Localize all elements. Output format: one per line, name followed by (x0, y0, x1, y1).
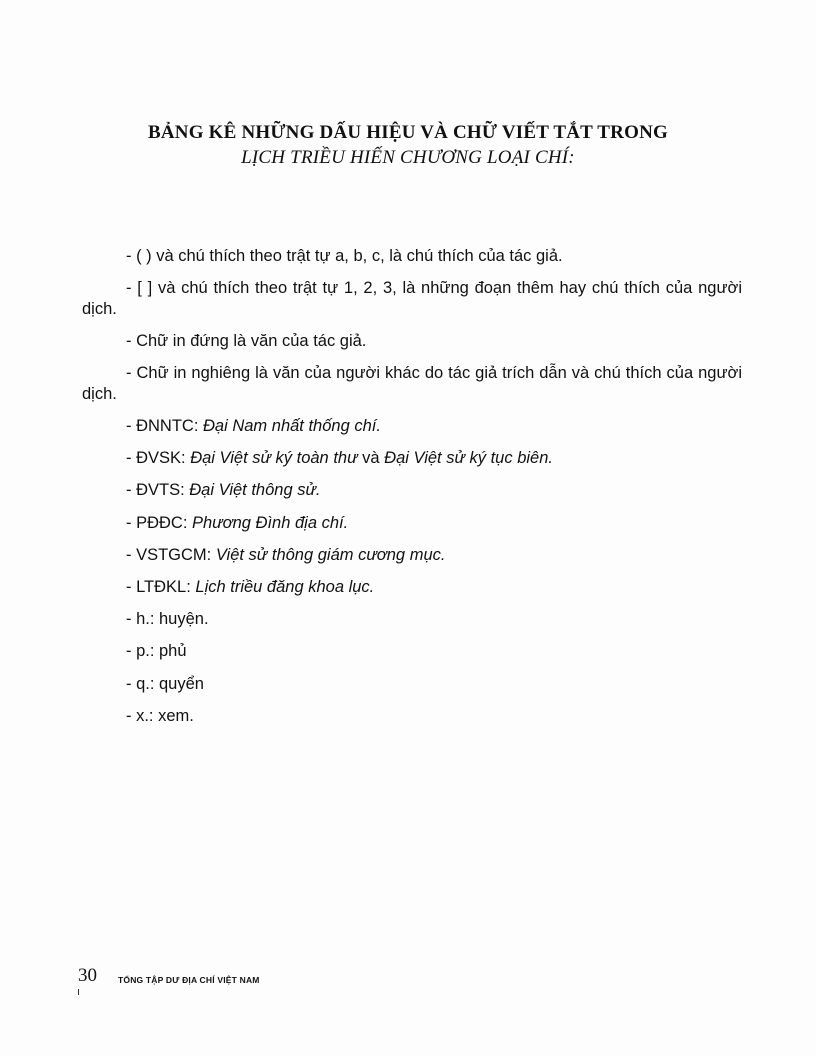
body-text (82, 246, 742, 738)
short-form-item: - h.: huyện. (126, 610, 209, 629)
abbreviation-item (82, 480, 742, 501)
abbreviation-code: - ĐNNTC: (126, 417, 203, 435)
abbreviation-item (82, 545, 742, 566)
abbreviation-code: - ĐVTS: (126, 481, 190, 500)
abbreviation-item (82, 577, 742, 598)
abbreviation-full: Đại Việt sử ký toàn thư (190, 449, 358, 468)
abbreviation-full: Phương Đình địa chí. (192, 513, 349, 532)
abbreviation-code: - PĐĐC: (126, 513, 192, 532)
note-paragraph: - Chữ in nghiêng là văn của người khác do tác giả trích dẫn và chú thích của người dịch. (82, 364, 742, 403)
page-title-line-1: BẢNG KÊ NHỮNG DẤU HIỆU VÀ CHỮ VIẾT TẮT TRONG (148, 122, 668, 143)
abbreviation-full: Việt sử thông giám cương mục. (215, 545, 446, 564)
page-title-line-2: LỊCH TRIỀU HIẾN CHƯƠNG LOẠI CHÍ: (241, 147, 575, 168)
note-paragraph: - Chữ in đứng là văn của tác giả. (126, 332, 367, 350)
abbreviation-full-2: Đại Việt sử ký tục biên. (384, 449, 553, 468)
abbreviation-full: Lịch triều đăng khoa lục. (195, 577, 375, 596)
abbreviation-full: Đại Việt thông sử. (189, 481, 321, 500)
note-paragraph: - [ ] và chú thích theo trật tự 1, 2, 3, là những đoạn thêm hay chú thích của người dịch. (82, 279, 742, 318)
running-title: TỔNG TẬP DƯ ĐỊA CHÍ VIỆT NAM (118, 975, 260, 985)
abbreviation-item (82, 513, 742, 534)
footer-tick-mark (78, 989, 79, 995)
abbreviation-code: - ĐVSK: (126, 449, 191, 468)
short-form-item: - p.: phủ (126, 642, 187, 661)
short-form-item: - q.: quyển (126, 674, 204, 693)
abbreviation-code: - LTĐKL: (126, 577, 196, 596)
abbreviation-code: - VSTGCM: (126, 545, 216, 564)
short-form-item: - x.: xem. (126, 706, 194, 725)
page-number: 30 (78, 965, 97, 986)
abbreviation-full: Đại Nam nhất thống chí. (203, 417, 381, 435)
abbreviation-item (82, 416, 742, 437)
abbreviation-item (82, 448, 742, 469)
note-paragraph: - ( ) và chú thích theo trật tự a, b, c, là chú thích của tác giả. (126, 247, 563, 265)
abbreviation-joiner: và (357, 449, 385, 468)
